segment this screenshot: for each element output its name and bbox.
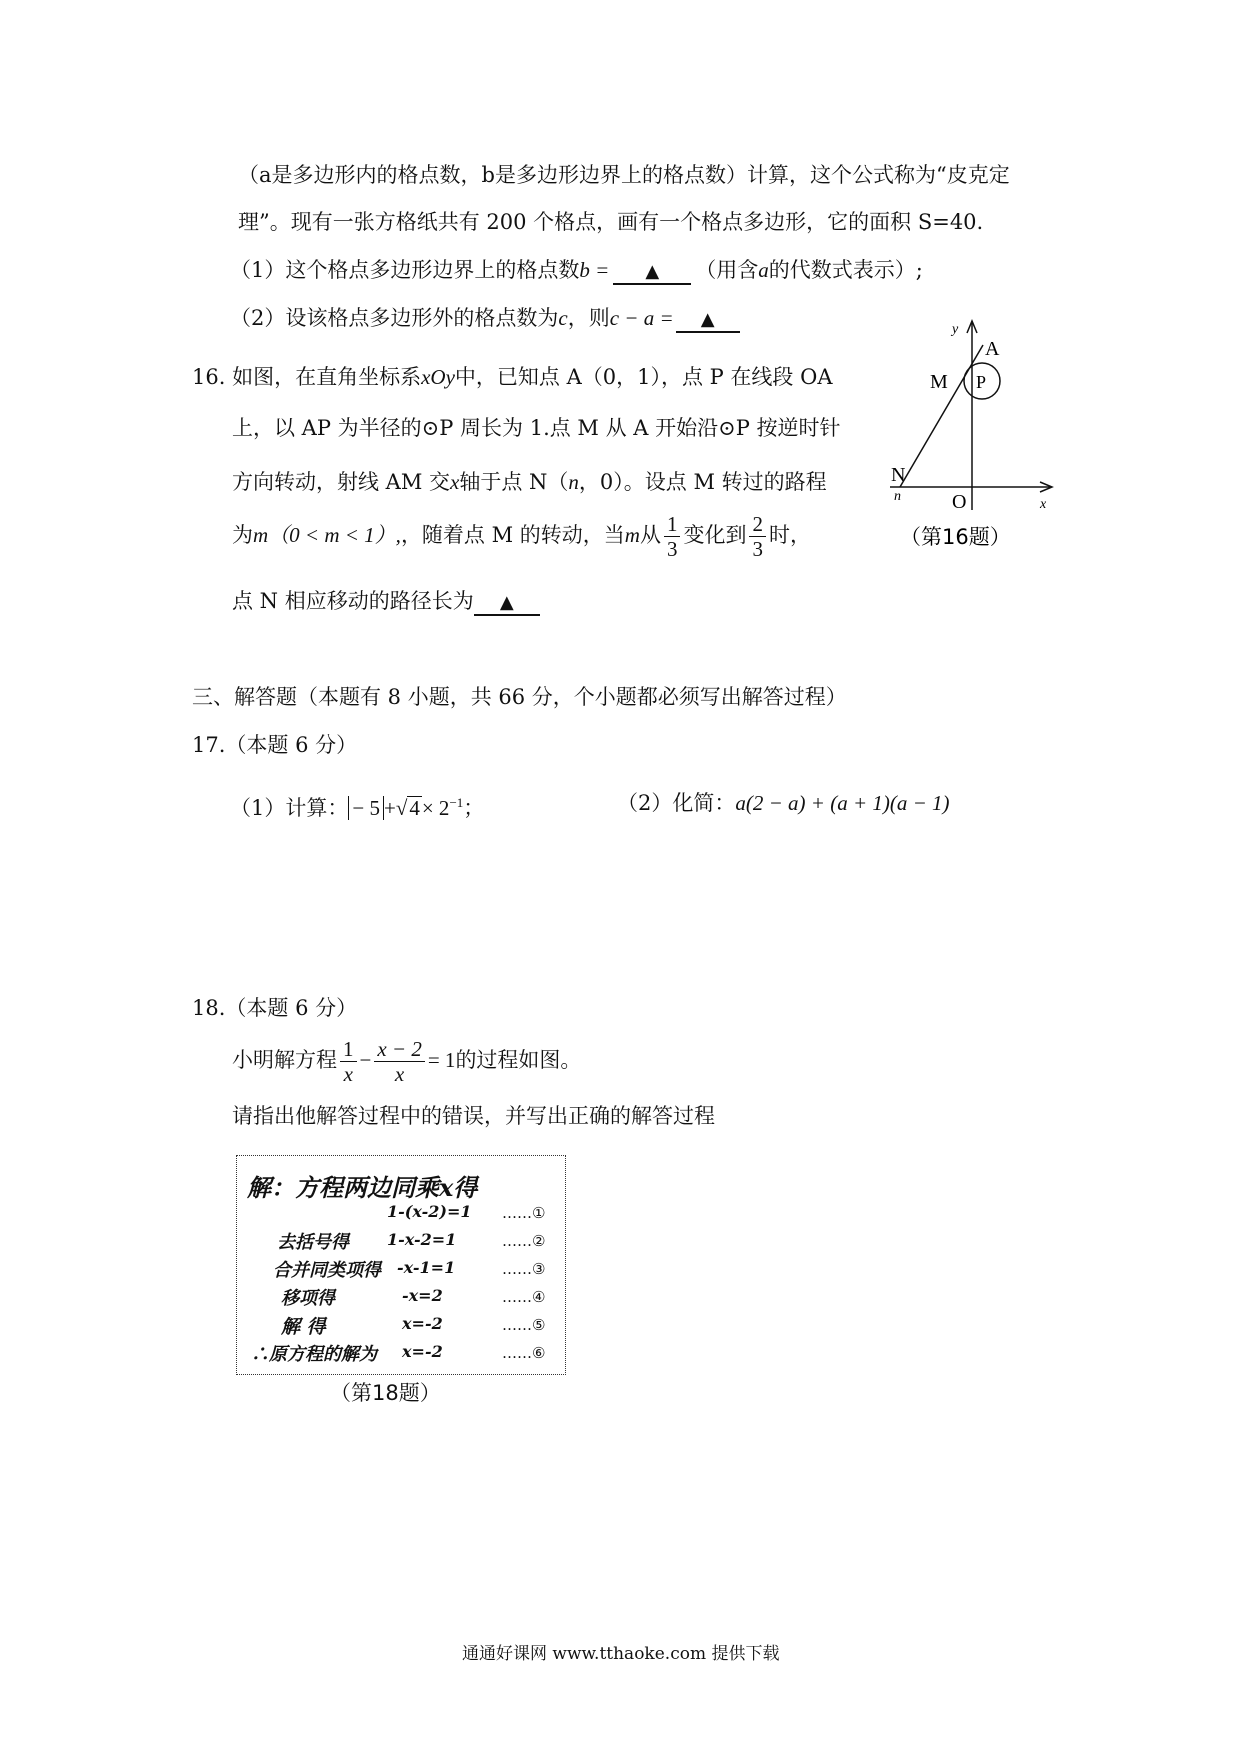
q16-line-1 [192,363,833,391]
sqrt-sign: √ [395,796,408,820]
q18-heading: 18.（本题 6 分） [192,996,358,1020]
q16-line-4-a: 为 [232,523,253,547]
figure-16 [890,315,1070,565]
q17-part-2-label: （2）化简： [617,791,736,815]
ray-am [900,345,983,487]
section-3-heading: 三、解答题（本题有 8 小题，共 66 分，个小题都必须写出解答过程） [192,685,847,709]
label-x: x [1040,497,1047,512]
fig18-step4-expr: -x=2 [402,1286,443,1305]
fig18-step2-label: 去括号得 [277,1232,349,1253]
label-n-value: n [894,489,901,504]
fig18-step4-label: 移项得 [281,1288,335,1309]
frac1-den: 3 [666,537,678,561]
fig18-step3-label: 合并同类项得 [273,1260,381,1281]
q15-part-1-hint-b: 的代数式表示）; [768,258,923,282]
q16-line-5-text: 点 N 相应移动的路径长为 [232,589,474,613]
f18-den1: x [343,1062,353,1086]
q17-part-2 [617,789,950,817]
b-equals: b = [579,258,610,282]
label-a: A [985,338,1000,360]
q15-part-2-text: （2）设该格点多边形外的格点数为 [230,306,559,330]
fig18-step4-num: ……④ [502,1288,546,1306]
label-o: O [952,491,967,513]
q15-part-1-text: （1）这个格点多边形边界上的格点数 [230,258,580,282]
answer-blank-15-1[interactable]: ▲ [613,261,691,285]
q16-intro: 16. 如图，在直角坐标系 [192,365,422,389]
q15-part-2-text-b: ，则 [567,306,610,330]
var-c: c [558,306,568,330]
fig18-step6-expr: x=-2 [402,1342,443,1361]
simplify-expression: a(2 − a) + (a + 1)(a − 1) [735,791,950,815]
q17-heading: 17.（本题 6 分） [192,733,358,757]
fig18-step1-expr: 1-(x-2)=1 [387,1202,472,1221]
minus-sign: − [359,1048,372,1072]
fig18-step6-label: ∴原方程的解为 [251,1344,377,1365]
xoy: xOy [421,365,455,389]
answer-blank-15-2[interactable]: ▲ [676,309,740,333]
answer-blank-16[interactable]: ▲ [474,592,540,616]
q16-line-4 [232,507,811,563]
fig18-step6-num: ……⑥ [502,1344,546,1362]
label-y: y [952,322,959,337]
f18-num2: x − 2 [374,1037,425,1062]
fraction-x-minus-2-over-x [374,1037,425,1086]
var-m-2: m [624,523,640,547]
q16-line-3-b: 轴于点 N（ [459,470,569,494]
abs-neg-5: − 5 [348,796,384,820]
q16-line-4-d: 变化到 [683,523,747,547]
fraction-two-thirds [749,512,766,561]
q16-line-4-b: ，随着点 M 的转动，当 [400,523,625,547]
q15-part-1 [230,256,923,285]
q15-line-2: 理”。现有一张方格纸共有 200 个格点，画有一个格点多边形，它的面积 S=40. [238,210,984,234]
q15-part-1-hint-a: （用含 [695,258,759,282]
q16-line-3-c: ，0）。设点 M 转过的路程 [578,470,827,494]
f18-den2: x [394,1062,405,1086]
q16-intro-b: 中，已知点 A（0，1），点 P 在线段 OA [454,365,833,389]
c-minus-a: c − a = [609,306,674,330]
frac2-num: 2 [749,512,766,537]
f18-num1: 1 [340,1037,357,1062]
equals-1: = 1 [427,1048,456,1072]
q16-line-4-c: 从 [639,523,661,547]
fig18-step3-num: ……③ [502,1260,546,1278]
figure-18-handwritten-solution [236,1155,566,1375]
var-m: m [253,523,269,547]
q16-line-4-e: 时， [768,523,811,547]
sqrt-4: 4 [409,796,420,820]
semicolon: ； [463,796,485,820]
q17-part-1-label: （1）计算： [230,796,349,820]
plus-sign: + [383,796,396,820]
q17-part-1 [230,789,484,822]
times-2: × 2 [421,796,450,820]
fraction-one-third [664,512,681,561]
q18-line-1-a: 小明解方程 [232,1048,337,1072]
label-m: M [930,371,948,393]
label-p: P [976,372,987,392]
q16-line-2: 上，以 AP 为半径的⊙P 周长为 1.点 M 从 A 开始沿⊙P 按逆时针 [232,416,841,440]
figure-16-caption: （第16题） [900,525,1011,549]
q16-line-5 [232,587,540,616]
fig18-step5-num: ……⑤ [502,1316,546,1334]
footer: 通通好课网 www.tthaoke.com 提供下载 [462,1644,780,1664]
fig18-step2-expr: 1-x-2=1 [387,1230,457,1249]
fig18-title: 解：方程两边同乘x得 [247,1173,478,1202]
var-x: x [450,470,460,494]
fraction-1-over-x [340,1037,357,1086]
frac1-num: 1 [664,512,681,537]
var-a: a [758,258,769,282]
q15-part-2 [230,304,740,333]
fig18-step3-expr: -x-1=1 [397,1258,456,1277]
q15-line-1: （a是多边形内的格点数，b是多边形边界上的格点数）计算，这个公式称为“皮克定 [238,163,1010,187]
frac2-den: 3 [752,537,763,561]
fig18-step5-expr: x=-2 [402,1314,443,1333]
q16-line-3-a: 方向转动，射线 AM 交 [232,470,451,494]
exponent-neg-1: −1 [449,795,464,810]
q18-line-1-b: 的过程如图。 [455,1048,582,1072]
label-n: N [891,464,906,486]
fig18-step5-label: 解 得 [281,1316,326,1338]
var-n: n [568,470,579,494]
q16-line-3 [232,468,827,496]
q18-line-1 [232,1032,581,1088]
figure-18-caption: （第18题） [330,1381,441,1405]
fig18-step1-num: ……① [502,1204,546,1222]
m-range: （0 < m < 1）, [268,523,401,547]
q18-line-2: 请指出他解答过程中的错误，并写出正确的解答过程 [232,1104,715,1128]
fig18-step2-num: ……② [502,1232,546,1250]
